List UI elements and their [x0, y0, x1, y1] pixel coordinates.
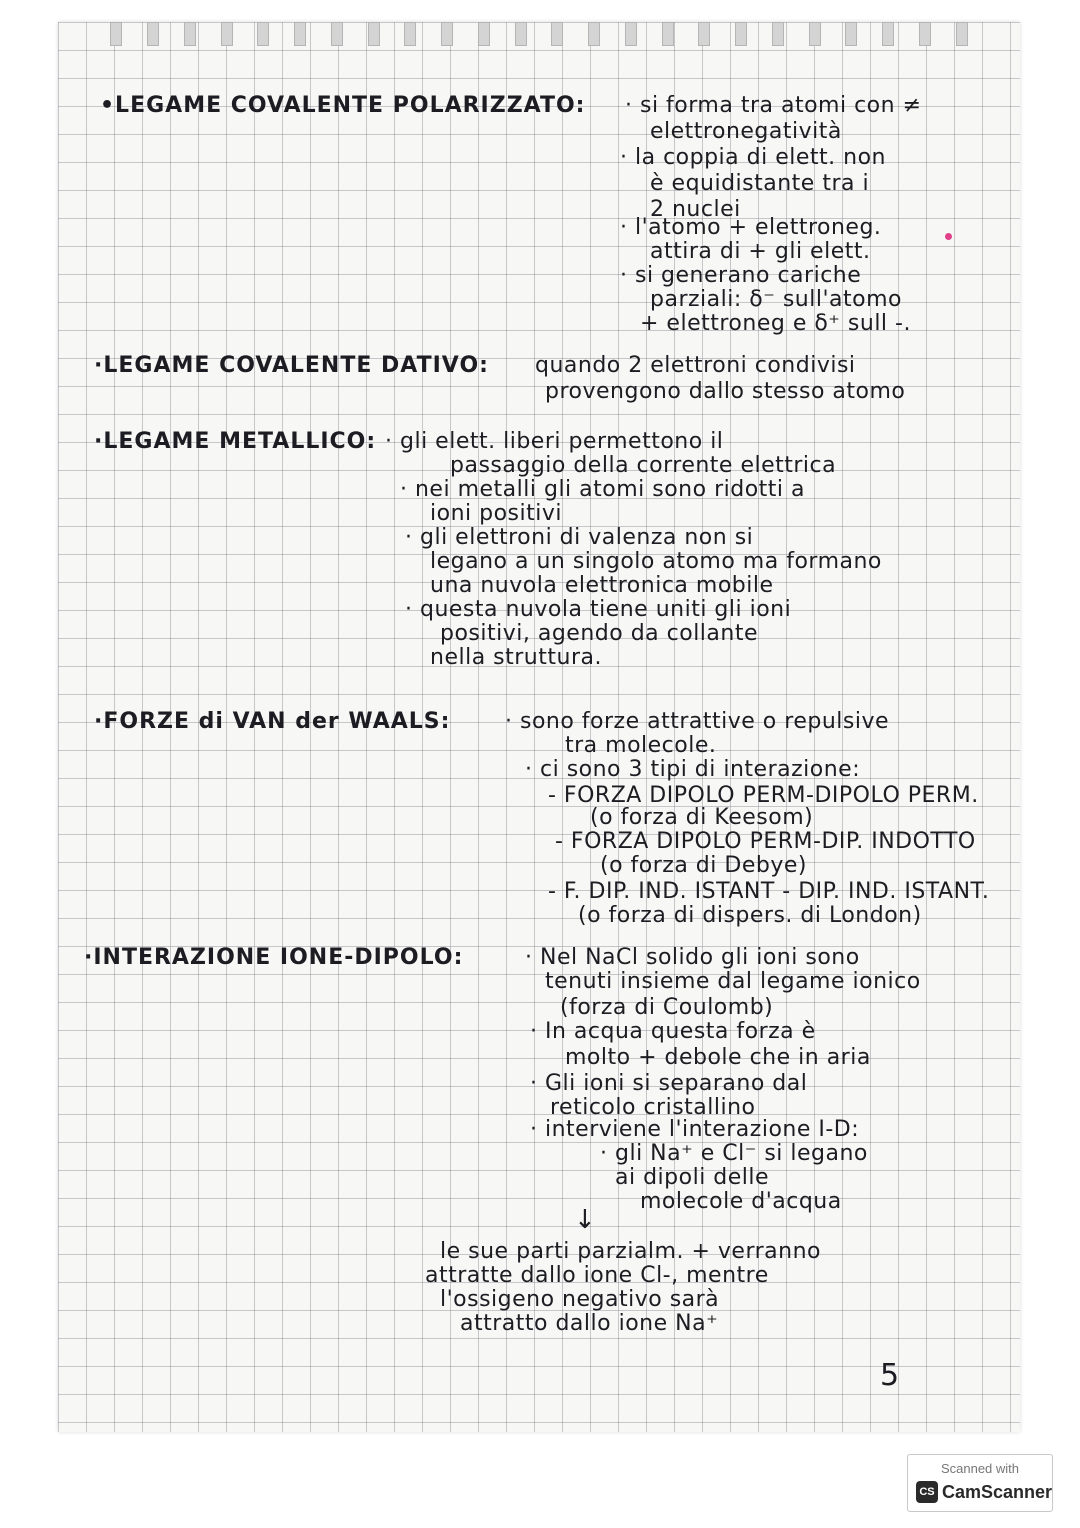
- section-line: - FORZA DIPOLO PERM-DIP. INDOTTO: [555, 829, 976, 854]
- note-line: l'ossigeno negativo sarà: [440, 1287, 720, 1312]
- section-line: ai dipoli delle: [615, 1165, 770, 1190]
- ink-dot: [945, 233, 952, 240]
- watermark-name: CamScanner: [942, 1481, 1053, 1502]
- note-line: attratto dallo ione Na⁺: [460, 1311, 719, 1336]
- section-line: (forza di Coulomb): [560, 995, 774, 1020]
- section-line: attira di + gli elett.: [650, 239, 871, 264]
- section-line: · gli elett. liberi permettono il: [385, 429, 724, 454]
- section-line: · nei metalli gli atomi sono ridotti a: [400, 477, 805, 502]
- camscanner-logo-icon: CS: [916, 1481, 938, 1503]
- section-label-dativo: ·LEGAME COVALENTE DATIVO:: [94, 353, 489, 378]
- section-line: una nuvola elettronica mobile: [430, 573, 774, 598]
- note-line: le sue parti parzialm. + verranno: [440, 1239, 821, 1264]
- section-line: provengono dallo stesso atomo: [545, 379, 906, 404]
- section-line: · Nel NaCl solido gli ioni sono: [525, 945, 860, 970]
- section-line: · la coppia di elett. non: [620, 145, 886, 170]
- section-line: · gli Na⁺ e Cl⁻ si legano: [600, 1141, 868, 1166]
- section-line: · interviene l'interazione I-D:: [530, 1117, 860, 1142]
- section-label-van-der-waals: ·FORZE di VAN der WAALS:: [94, 709, 451, 734]
- section-line: elettronegatività: [650, 119, 842, 144]
- section-line: nella struttura.: [430, 645, 602, 670]
- section-line: reticolo cristallino: [550, 1095, 756, 1120]
- section-line: 2 nuclei: [650, 197, 741, 222]
- note-line: attratte dallo ione Cl-, mentre: [425, 1263, 769, 1288]
- section-line: · sono forze attrattive o repulsive: [505, 709, 890, 734]
- section-line: · gli elettroni di valenza non si: [405, 525, 754, 550]
- section-line: molecole d'acqua: [640, 1189, 842, 1214]
- section-line: · questa nuvola tiene uniti gli ioni: [405, 597, 792, 622]
- section-line: tra molecole.: [565, 733, 717, 758]
- section-line: parziali: δ⁻ sull'atomo: [650, 287, 902, 312]
- arrow-down-icon: ↓: [574, 1205, 597, 1235]
- section-line: legano a un singolo atomo ma formano: [430, 549, 882, 574]
- section-label-metallico: ·LEGAME METALLICO:: [94, 429, 377, 454]
- watermark-caption: Scanned with: [940, 1461, 1020, 1476]
- watermark-brand: [916, 1481, 1052, 1503]
- section-line: (o forza di Keesom): [590, 805, 814, 830]
- section-line: · ci sono 3 tipi di interazione:: [525, 757, 861, 782]
- section-line: · Gli ioni si separano dal: [530, 1071, 808, 1096]
- section-line: positivi, agendo da collante: [440, 621, 759, 646]
- section-label-polarizzato: •LEGAME COVALENTE POLARIZZATO:: [100, 93, 586, 118]
- section-line: - FORZA DIPOLO PERM-DIPOLO PERM.: [548, 783, 979, 808]
- section-line: (o forza di Debye): [600, 853, 807, 878]
- section-line: + elettroneg e δ⁺ sull -.: [640, 311, 911, 336]
- page-number: 5: [880, 1358, 900, 1393]
- section-line: (o forza di dispers. di London): [578, 903, 922, 928]
- section-label-ione-dipolo: ·INTERAZIONE IONE-DIPOLO:: [84, 945, 464, 970]
- section-line: - F. DIP. IND. ISTANT - DIP. IND. ISTANT.: [548, 879, 990, 904]
- section-line: ioni positivi: [430, 501, 562, 526]
- section-line: passaggio della corrente elettrica: [450, 453, 837, 478]
- section-line: · si generano cariche: [620, 263, 862, 288]
- section-line: · si forma tra atomi con ≠: [625, 93, 922, 118]
- section-line: · In acqua questa forza è: [530, 1019, 816, 1044]
- section-line: · l'atomo + elettroneg.: [620, 215, 882, 240]
- section-line: molto + debole che in aria: [565, 1045, 871, 1070]
- camscanner-watermark: [907, 1454, 1053, 1512]
- notebook-binding: [58, 22, 1020, 48]
- section-line: è equidistante tra i: [650, 171, 870, 196]
- section-line: quando 2 elettroni condivisi: [535, 353, 856, 378]
- section-line: tenuti insieme dal legame ionico: [545, 969, 921, 994]
